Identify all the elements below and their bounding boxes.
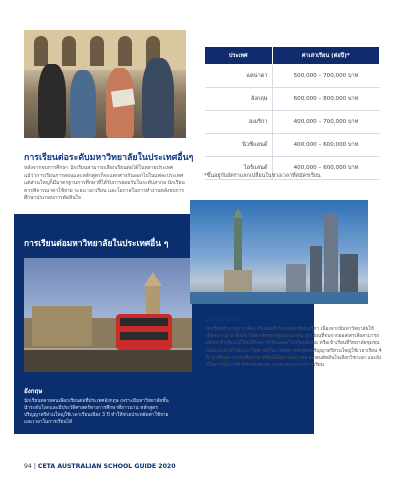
london-photo <box>24 258 192 372</box>
fee-cell: 500,000 – 700,000 บาท <box>272 65 380 88</box>
country-cell: นิวซีแลนด์ <box>205 134 273 157</box>
footer-divider: | <box>33 463 38 470</box>
table-row <box>205 65 380 88</box>
section-body: หลังจากจบการศึกษา นักเรียนสามารถเลือกเรียนต่อได้ในหลายประเทศ แม้ว่าการเรียนการสอนและหลักสูตรก็จะแตกต่างกันออกไปในแต่ละประเทศ แต่ส่วนใหญ่ก็มีมาตรฐานการศึกษาที่ได้รับการยอมรับในระดับสากล นักเรียนควรพิจารณาค่าใช้จ่าย ระยะเวลาเรียน และโอกาสในการทำงานหลังจบการศึกษาประกอบการตัดสินใจ <box>24 165 185 202</box>
table-row <box>205 111 380 134</box>
fee-cell: 400,000 – 700,000 บาท <box>272 111 380 134</box>
column-header-fee: ค่าเล่าเรียน (ต่อปี)* <box>272 47 380 65</box>
fee-cell: 400,000 – 600,000 บาท <box>272 157 380 180</box>
page-number: 94 <box>24 463 32 470</box>
fee-cell: 600,000 – 800,000 บาท <box>272 88 380 111</box>
table-row <box>205 134 380 157</box>
page-footer <box>24 463 176 470</box>
usa-body: นักเรียนจำนวนมากเลือกเรียนต่อที่ประเทศสหรัฐอเมริกา เนื่องจากมีมหาวิทยาลัยให้เลือกมากมาย ทั้งมหาวิทยาลัยของรัฐและเอกชน นักเรียนที่จบจากออสเตรเลียสามารถสมัครเข้าเรียนได้โดยใช้ผลการเรียนของโรงเรียนมัธยม หรือเข้าเรียนที่วิทยาลัยชุมชนก่อนแล้วย้ายไปยังมหาวิทยาลัยในภายหลัง หลักสูตรปริญญาตรีส่วนใหญ่ใช้เวลาเรียน 4 ปี นักเรียนสามารถเลือกวิชาเรียนได้อย่างหลากหลายก่อนตัดสินใจเลือกวิชาเอก และยังมีโอกาสในการทำกิจกรรมต่างๆ มากมายระหว่างการเรียน <box>206 327 382 369</box>
country-cell: ไอร์แลนด์ <box>205 157 273 180</box>
uk-heading: อังกฤษ <box>24 388 43 395</box>
section-heading: การเรียนต่อระดับมหาวิทยาลัยในประเทศอื่นๆ <box>24 153 194 163</box>
country-cell: อังกฤษ <box>205 88 273 111</box>
band-heading: การเรียนต่อมหาวิทยาลัยในประเทศอื่น ๆ <box>24 238 169 248</box>
table-header-row <box>205 47 380 65</box>
tuition-fee-table <box>204 46 380 180</box>
new-york-photo <box>190 200 368 304</box>
table-footnote: *ขึ้นอยู่กับอัตราแลกเปลี่ยนในช่วงเวลาที่สมัครเรียน <box>204 173 321 179</box>
publication-title: CETA AUSTRALIAN SCHOOL GUIDE 2020 <box>37 463 176 470</box>
country-cell: อเมริกา <box>205 111 273 134</box>
country-cell: แคนาดา <box>205 65 273 88</box>
column-header-country: ประเทศ <box>205 47 273 65</box>
fee-cell: 400,000 – 600,000 บาท <box>272 134 380 157</box>
table-row <box>205 88 380 111</box>
usa-heading: สหรัฐอเมริกา <box>206 316 242 323</box>
uk-body: นักเรียนหลายคนเลือกเรียนต่อที่ประเทศอังกฤษ เพราะมีมหาวิทยาลัยชั้นนำระดับโลกและมีประวัติศาสตร์ทางการศึกษาที่ยาวนาน หลักสูตรปริญญาตรีส่วนใหญ่ใช้เวลาเรียนเพียง 3 ปี ทำให้ช่วยประหยัดค่าใช้จ่ายและเวลาในการเรียนได้ <box>24 399 169 425</box>
students-photo <box>24 30 186 138</box>
